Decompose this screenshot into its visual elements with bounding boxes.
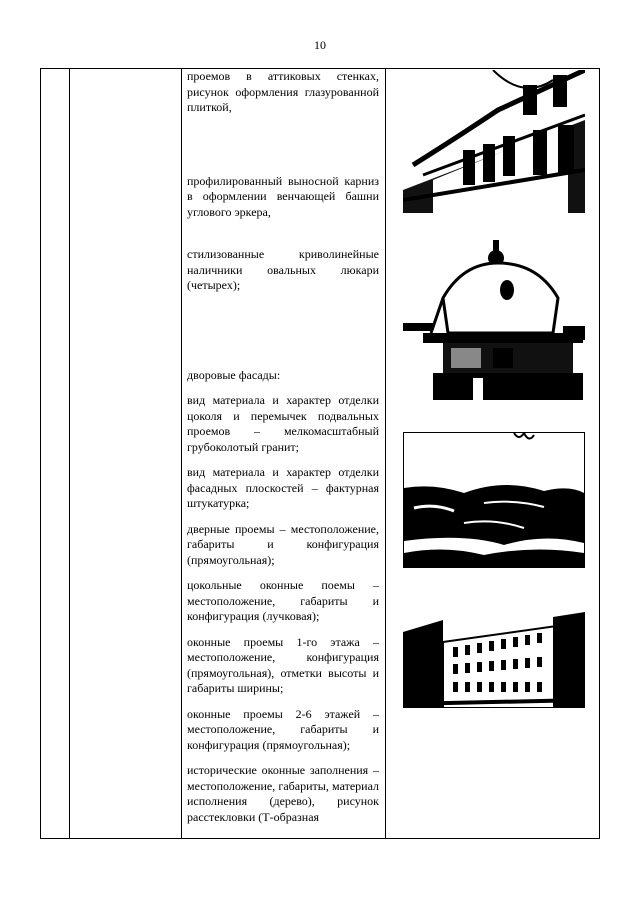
- description-paragraph: оконные проемы 1-го этажа – местоположение, конфигурация (прямоугольная), отметки высоты и габариты ширины;: [187, 634, 379, 695]
- table-col-border-1: [40, 68, 41, 839]
- table-bottom-border: [40, 838, 600, 839]
- description-paragraph: дверные проемы – местоположение, габариты и конфигурация (прямоугольная);: [187, 521, 379, 567]
- table-col-border-2: [69, 68, 70, 839]
- description-paragraph: исторические оконные заполнения – местоположение, габариты, материал исполнения (дерево), рисунок расстекловки (Т-образная: [187, 763, 379, 824]
- description-paragraph: вид материала и характер отделки фасадных плоскостей – фактурная штукатурка;: [187, 465, 379, 510]
- description-paragraph: проемов в аттиковых стенках, рисунок оформления глазурованной плиткой,: [187, 69, 379, 114]
- plinth-texture-photo: [403, 432, 585, 568]
- description-paragraph: дворовые фасады:: [187, 367, 281, 382]
- table-col-border-4: [385, 68, 386, 839]
- corner-tower-photo: [403, 238, 585, 400]
- description-paragraph: оконные проемы 2-6 этажей – местоположение, габариты и конфигурация (прямоугольная);: [187, 706, 379, 752]
- courtyard-facade-photo: [403, 612, 585, 708]
- description-column: [187, 69, 379, 825]
- page-number: 10: [314, 38, 326, 52]
- description-paragraph: стилизованные криволинейные наличники овальных люкари (четырех);: [187, 247, 379, 292]
- description-paragraph: вид материала и характер отделки цоколя и перемычек подвальных проемов – мелкомасштабный грубоколотый гранит;: [187, 393, 379, 454]
- facade-attic-photo: [403, 70, 585, 213]
- description-paragraph: профилированный выносной карниз в оформлении венчающей башни углового эркера,: [187, 173, 379, 219]
- table-col-border-3: [181, 68, 182, 839]
- description-paragraph: цокольные оконные поемы – местоположение, габариты и конфигурация (лучковая);: [187, 578, 379, 623]
- table-col-border-5: [599, 68, 600, 839]
